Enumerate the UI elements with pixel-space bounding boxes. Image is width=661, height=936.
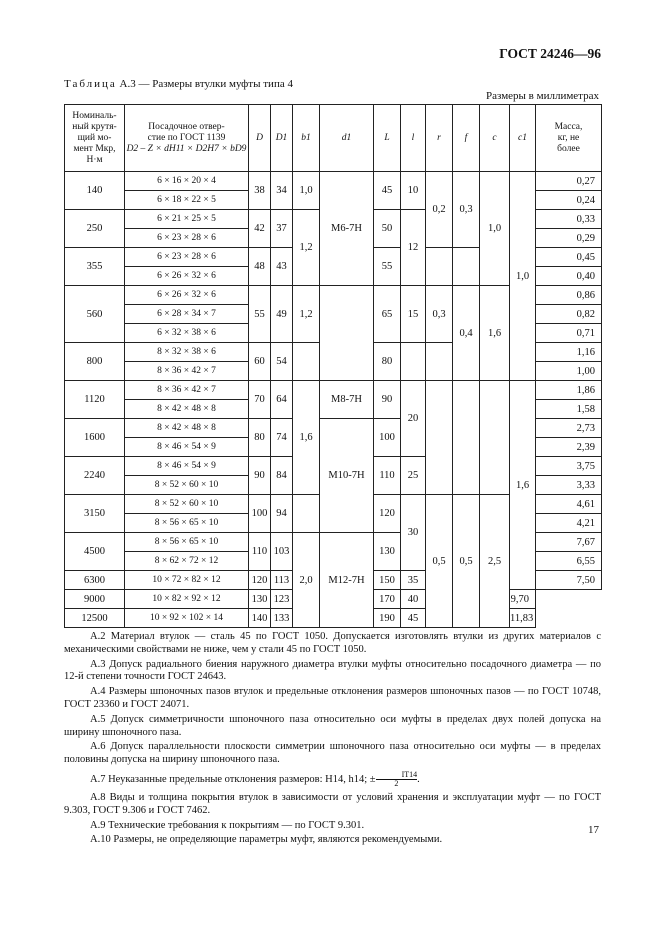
bushing-dimensions-table bbox=[64, 104, 602, 628]
fraction-denominator: 2 bbox=[394, 778, 399, 788]
f-cell bbox=[453, 248, 480, 286]
D-cell: 90 bbox=[249, 457, 271, 495]
D1-cell: 43 bbox=[271, 248, 293, 286]
f-cell: 0,5 bbox=[453, 495, 480, 628]
col-r: r bbox=[426, 105, 453, 172]
L-cell: 90 bbox=[374, 381, 401, 419]
D-cell: 140 bbox=[249, 609, 271, 628]
b1-cell bbox=[293, 495, 320, 533]
f-cell: 0,3 bbox=[453, 172, 480, 248]
D1-cell: 84 bbox=[271, 457, 293, 495]
fit-cell: 8 × 56 × 65 × 10 bbox=[125, 514, 249, 533]
mass-cell: 0,24 bbox=[536, 191, 602, 210]
table-row bbox=[65, 381, 602, 400]
r-cell: 0,3 bbox=[426, 286, 453, 343]
fit-cell: 6 × 16 × 20 × 4 bbox=[125, 172, 249, 191]
mass-cell: 1,00 bbox=[536, 362, 602, 381]
L-cell: 100 bbox=[374, 419, 401, 457]
fit-cell: 10 × 82 × 92 × 12 bbox=[125, 590, 249, 609]
L-cell: 80 bbox=[374, 343, 401, 381]
d1-cell: M10-7H bbox=[320, 419, 374, 533]
fit-cell: 8 × 52 × 60 × 10 bbox=[125, 476, 249, 495]
D1-cell: 37 bbox=[271, 210, 293, 248]
D1-cell: 103 bbox=[271, 533, 293, 571]
torque-cell: 6300 bbox=[65, 571, 125, 590]
D1-cell: 34 bbox=[271, 172, 293, 210]
D-cell: 130 bbox=[249, 590, 271, 609]
col-torque: Номиналь- ный крутя- щий мо- мент Mкр, Н·м bbox=[65, 105, 125, 172]
D-cell: 60 bbox=[249, 343, 271, 381]
D1-cell: 123 bbox=[271, 590, 293, 609]
r-cell: 0,5 bbox=[426, 495, 453, 628]
l-cell: 25 bbox=[401, 457, 426, 495]
notes-block bbox=[64, 631, 601, 849]
col-d1: d1 bbox=[320, 105, 374, 172]
D-cell: 100 bbox=[249, 495, 271, 533]
mass-cell: 0,27 bbox=[536, 172, 602, 191]
note-a10: А.10 Размеры, не определяющие параметры муфт, являются рекомендуемыми. bbox=[90, 834, 443, 846]
D1-cell: 49 bbox=[271, 286, 293, 343]
l-cell: 45 bbox=[401, 609, 426, 628]
note-a9: А.9 Технические требования к покрытиям — по ГОСТ 9.301. bbox=[90, 819, 365, 831]
d1-cell: M8-7H bbox=[320, 381, 374, 419]
torque-cell: 4500 bbox=[65, 533, 125, 571]
mass-cell: 0,82 bbox=[536, 305, 602, 324]
D1-cell: 133 bbox=[271, 609, 293, 628]
fit-cell: 8 × 62 × 72 × 12 bbox=[125, 552, 249, 571]
fit-cell: 8 × 36 × 42 × 7 bbox=[125, 381, 249, 400]
D-cell: 48 bbox=[249, 248, 271, 286]
fit-cell: 6 × 18 × 22 × 5 bbox=[125, 191, 249, 210]
fit-cell: 8 × 46 × 54 × 9 bbox=[125, 457, 249, 476]
c-cell: 1,0 bbox=[480, 172, 510, 286]
r-cell: 0,2 bbox=[426, 172, 453, 248]
L-cell: 170 bbox=[374, 590, 401, 609]
fit-cell: 6 × 26 × 32 × 6 bbox=[125, 286, 249, 305]
units-note: Размеры в миллиметрах bbox=[486, 90, 599, 102]
fit-cell: 8 × 46 × 54 × 9 bbox=[125, 438, 249, 457]
table-caption bbox=[64, 78, 293, 90]
mass-cell: 1,86 bbox=[536, 381, 602, 400]
D1-cell: 113 bbox=[271, 571, 293, 590]
l-cell: 20 bbox=[401, 381, 426, 457]
l-cell: 40 bbox=[401, 590, 426, 609]
note-a4: А.4 Размеры шпоночных пазов втулок и предельные отклонения размеров шпоночных пазов — по ГОСТ 10748, ГОСТ 23360 и ГОСТ 24071. bbox=[64, 686, 601, 710]
torque-cell: 1600 bbox=[65, 419, 125, 457]
mass-cell: 4,61 bbox=[536, 495, 602, 514]
b1-cell: 1,2 bbox=[293, 286, 320, 343]
mass-cell: 1,16 bbox=[536, 343, 602, 362]
tolerance-fraction bbox=[376, 771, 418, 788]
c-cell: 2,5 bbox=[480, 495, 510, 628]
l-cell: 30 bbox=[401, 495, 426, 571]
col-c1: c1 bbox=[510, 105, 536, 172]
d1-cell bbox=[320, 286, 374, 381]
fit-cell: 8 × 36 × 42 × 7 bbox=[125, 362, 249, 381]
fit-cell: 6 × 23 × 28 × 6 bbox=[125, 248, 249, 267]
fit-cell: 6 × 32 × 38 × 6 bbox=[125, 324, 249, 343]
L-cell: 65 bbox=[374, 286, 401, 343]
f-cell: 0,4 bbox=[453, 286, 480, 381]
torque-cell: 560 bbox=[65, 286, 125, 343]
r-cell bbox=[426, 343, 453, 381]
fit-cell: 6 × 21 × 25 × 5 bbox=[125, 210, 249, 229]
col-c: c bbox=[480, 105, 510, 172]
table-header-row bbox=[65, 105, 602, 172]
mass-cell: 3,75 bbox=[536, 457, 602, 476]
D1-cell: 54 bbox=[271, 343, 293, 381]
mass-cell: 0,29 bbox=[536, 229, 602, 248]
D-cell: 120 bbox=[249, 571, 271, 590]
L-cell: 130 bbox=[374, 533, 401, 571]
D1-cell: 64 bbox=[271, 381, 293, 419]
l-cell: 15 bbox=[401, 286, 426, 343]
D1-cell: 94 bbox=[271, 495, 293, 533]
mass-cell: 6,55 bbox=[536, 552, 602, 571]
col-L: L bbox=[374, 105, 401, 172]
mass-cell: 7,67 bbox=[536, 533, 602, 552]
fit-cell: 8 × 52 × 60 × 10 bbox=[125, 495, 249, 514]
fit-cell: 8 × 56 × 65 × 10 bbox=[125, 533, 249, 552]
torque-cell: 1120 bbox=[65, 381, 125, 419]
mass-cell: 0,86 bbox=[536, 286, 602, 305]
col-f: f bbox=[453, 105, 480, 172]
D1-cell: 74 bbox=[271, 419, 293, 457]
note-a7 bbox=[64, 771, 601, 788]
D-cell: 110 bbox=[249, 533, 271, 571]
fit-cell: 8 × 42 × 48 × 8 bbox=[125, 400, 249, 419]
mass-cell: 3,33 bbox=[536, 476, 602, 495]
D-cell: 80 bbox=[249, 419, 271, 457]
fraction-numerator: IT14 bbox=[376, 771, 418, 780]
mass-cell: 4,21 bbox=[536, 514, 602, 533]
torque-cell: 250 bbox=[65, 210, 125, 248]
fit-cell: 6 × 23 × 28 × 6 bbox=[125, 229, 249, 248]
l-cell: 10 bbox=[401, 172, 426, 210]
fit-cell: 6 × 28 × 34 × 7 bbox=[125, 305, 249, 324]
c-cell bbox=[480, 381, 510, 495]
torque-cell: 3150 bbox=[65, 495, 125, 533]
standard-header: ГОСТ 24246—96 bbox=[499, 46, 601, 61]
b1-cell: 1,0 bbox=[293, 172, 320, 210]
col-D: D bbox=[249, 105, 271, 172]
D-cell: 42 bbox=[249, 210, 271, 248]
L-cell: 150 bbox=[374, 571, 401, 590]
torque-cell: 355 bbox=[65, 248, 125, 286]
note-a2: А.2 Материал втулок — сталь 45 по ГОСТ 1050. Допускается изготовлять втулки из других материалов с механическими свойствами не ниже, чем у стали 45 по ГОСТ 1050. bbox=[64, 631, 601, 655]
torque-cell: 140 bbox=[65, 172, 125, 210]
caption-word: Таблица bbox=[64, 78, 117, 90]
r-cell bbox=[426, 248, 453, 286]
mass-cell: 0,40 bbox=[536, 267, 602, 286]
page-number: 17 bbox=[588, 824, 599, 836]
mass-cell: 2,73 bbox=[536, 419, 602, 438]
L-cell: 55 bbox=[374, 248, 401, 286]
torque-cell: 12500 bbox=[65, 609, 125, 628]
mass-cell: 7,50 bbox=[536, 571, 602, 590]
note-a8: А.8 Виды и толщина покрытия втулок в зависимости от условий хранения и эксплуатации муфт — по ГОСТ 9.303, ГОСТ 9.306 и ГОСТ 7462. bbox=[64, 791, 601, 816]
L-cell: 110 bbox=[374, 457, 401, 495]
col-mass: Масса, кг, не более bbox=[536, 105, 602, 172]
L-cell: 190 bbox=[374, 609, 401, 628]
D-cell: 55 bbox=[249, 286, 271, 343]
fit-cell: 10 × 72 × 82 × 12 bbox=[125, 571, 249, 590]
fit-cell: 10 × 92 × 102 × 14 bbox=[125, 609, 249, 628]
mass-cell: 1,58 bbox=[536, 400, 602, 419]
note-a3: А.3 Допуск радиального биения наружного диаметра втулки муфты относительно посадочного диаметра — по 12-й степени точности ГОСТ 24643. bbox=[64, 658, 601, 683]
note-a7-end: . bbox=[417, 773, 420, 785]
mass-cell: 0,71 bbox=[536, 324, 602, 343]
L-cell: 120 bbox=[374, 495, 401, 533]
mass-cell: 2,39 bbox=[536, 438, 602, 457]
r-cell bbox=[426, 381, 453, 495]
b1-cell bbox=[293, 343, 320, 381]
mass-cell: 0,45 bbox=[536, 248, 602, 267]
torque-cell: 2240 bbox=[65, 457, 125, 495]
L-cell: 50 bbox=[374, 210, 401, 248]
L-cell: 45 bbox=[374, 172, 401, 210]
mass-cell: 0,33 bbox=[536, 210, 602, 229]
fit-cell: 8 × 42 × 48 × 8 bbox=[125, 419, 249, 438]
fit-cell: 8 × 32 × 38 × 6 bbox=[125, 343, 249, 362]
torque-cell: 800 bbox=[65, 343, 125, 381]
note-a5: А.5 Допуск симметричности шпоночного паза относительно оси муфты в пределах двух полей допуска на ширину шпоночного паза. bbox=[64, 713, 601, 738]
note-a7-text: А.7 Неуказанные предельные отклонения размеров: Н14, h14; ± bbox=[90, 773, 376, 785]
c1-cell: 1,6 bbox=[510, 381, 536, 590]
mass-cell: 11,83 bbox=[510, 609, 536, 628]
b1-cell: 1,2 bbox=[293, 210, 320, 286]
col-D1: D1 bbox=[271, 105, 293, 172]
D-cell: 70 bbox=[249, 381, 271, 419]
b1-cell: 2,0 bbox=[293, 533, 320, 628]
note-a6: А.6 Допуск параллельности плоскости симметрии шпоночного паза относительно оси муфты — в пределах половины допуска на ширину шпоночного паза. bbox=[64, 741, 601, 766]
mass-cell: 9,70 bbox=[510, 590, 536, 609]
fit-cell: 6 × 26 × 32 × 6 bbox=[125, 267, 249, 286]
torque-cell: 9000 bbox=[65, 590, 125, 609]
D-cell: 38 bbox=[249, 172, 271, 210]
col-l: l bbox=[401, 105, 426, 172]
col-b1: b1 bbox=[293, 105, 320, 172]
d1-cell: M12-7H bbox=[320, 533, 374, 628]
l-cell bbox=[401, 343, 426, 381]
c1-cell: 1,0 bbox=[510, 172, 536, 381]
table-row bbox=[65, 172, 602, 191]
c-cell: 1,6 bbox=[480, 286, 510, 381]
d1-cell: M6-7H bbox=[320, 172, 374, 286]
caption-text: А.3 — Размеры втулки муфты типа 4 bbox=[119, 78, 293, 90]
col-fit: Посадочное отвер- стие по ГОСТ 1139 D2 – Z × dH11 × D2H7 × bD9 bbox=[125, 105, 249, 172]
b1-cell: 1,6 bbox=[293, 381, 320, 495]
f-cell bbox=[453, 381, 480, 495]
l-cell: 35 bbox=[401, 571, 426, 590]
l-cell: 12 bbox=[401, 210, 426, 286]
